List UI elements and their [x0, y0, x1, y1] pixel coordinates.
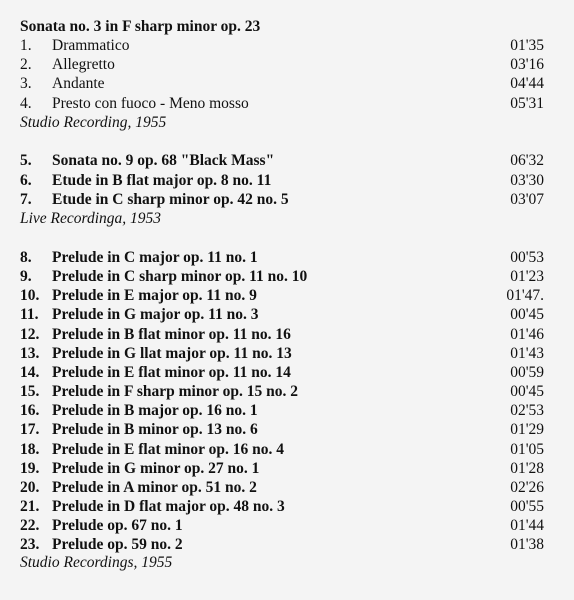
track-duration: 00'59	[510, 363, 544, 381]
track-title: Allegretto	[52, 56, 115, 73]
track-duration: 01'23	[510, 268, 544, 286]
track-number: 17.	[20, 421, 40, 439]
track-row-18	[20, 440, 544, 459]
track-row-2	[20, 55, 544, 74]
track-title: Prelude in A minor op. 51 no. 2	[52, 478, 257, 496]
track-duration: 01'29	[510, 421, 544, 439]
track-row-7	[20, 190, 544, 209]
track-row-1	[20, 36, 544, 55]
track-row-6	[20, 171, 544, 190]
track-number: 4.	[20, 95, 32, 112]
track-duration: 00'45	[510, 383, 544, 400]
track-number: 9.	[20, 268, 32, 286]
track-number: 23.	[20, 536, 40, 554]
track-duration: 01'28	[510, 459, 544, 477]
track-row-21	[20, 497, 544, 516]
track-duration: 00'45	[510, 306, 544, 324]
track-title: Prelude op. 59 no. 2	[52, 536, 183, 554]
track-row-15	[20, 382, 544, 401]
track-title: Drammatico	[52, 37, 130, 54]
track-duration: 01'46	[510, 325, 544, 343]
track-row-9	[20, 267, 544, 286]
track-duration: 01'35	[510, 37, 544, 54]
track-duration: 03'07	[510, 191, 544, 208]
track-number: 6.	[20, 172, 32, 189]
track-row-14	[20, 363, 544, 382]
track-duration: 01'05	[510, 440, 544, 458]
track-number: 20.	[20, 478, 40, 496]
track-row-23	[20, 535, 544, 554]
track-number: 8.	[20, 249, 32, 266]
track-duration: 01'44	[510, 517, 544, 535]
track-title: Prelude in G llat major op. 11 no. 13	[52, 344, 292, 362]
track-title: Sonata no. 9 op. 68 "Black Mass"	[52, 152, 275, 169]
track-number: 21.	[20, 497, 40, 515]
track-duration: 03'30	[510, 172, 544, 189]
track-number: 18.	[20, 440, 40, 458]
track-title: Etude in B flat major op. 8 no. 11	[52, 172, 272, 189]
track-duration: 02'53	[510, 402, 544, 420]
track-number: 1.	[20, 37, 32, 54]
track-row-20	[20, 478, 544, 497]
track-number: 3.	[20, 75, 32, 92]
track-duration: 01'47.	[506, 287, 544, 305]
track-row-11	[20, 305, 544, 324]
track-number: 2.	[20, 56, 32, 73]
track-title: Prelude in F sharp minor op. 15 no. 2	[52, 383, 299, 400]
track-title: Prelude in G minor op. 27 no. 1	[52, 459, 260, 477]
track-number: 14.	[20, 363, 40, 381]
track-number: 12.	[20, 325, 40, 343]
track-duration: 03'16	[510, 56, 544, 73]
track-title: Prelude in B minor op. 13 no. 6	[52, 421, 258, 439]
track-number: 5.	[20, 152, 32, 169]
track-title: Prelude in G major op. 11 no. 3	[52, 306, 259, 324]
track-number: 22.	[20, 517, 40, 535]
section-3-caption: Studio Recordings, 1955	[20, 554, 173, 571]
track-duration: 02'26	[510, 478, 544, 496]
track-number: 11.	[20, 306, 39, 324]
track-row-8	[20, 248, 544, 267]
track-title: Prelude in E flat minor op. 11 no. 14	[52, 363, 291, 381]
track-title: Prelude in B flat minor op. 11 no. 16	[52, 325, 291, 343]
track-duration: 01'43	[510, 344, 544, 362]
track-title: Andante	[52, 75, 105, 92]
track-title: Presto con fuoco - Meno mosso	[52, 95, 249, 112]
track-title: Prelude in C sharp minor op. 11 no. 10	[52, 268, 308, 286]
track-number: 15.	[20, 383, 40, 400]
track-title: Prelude in C major op. 11 no. 1	[52, 249, 258, 266]
track-duration: 01'38	[510, 536, 544, 554]
track-number: 7.	[20, 191, 32, 208]
section-1-heading: Sonata no. 3 in F sharp minor op. 23	[20, 18, 261, 35]
track-row-3	[20, 74, 544, 93]
section-2-caption: Live Recordinga, 1953	[20, 210, 162, 227]
track-row-22	[20, 516, 544, 535]
track-row-16	[20, 401, 544, 420]
track-title: Etude in C sharp minor op. 42 no. 5	[52, 191, 289, 208]
track-title: Prelude in B major op. 16 no. 1	[52, 402, 258, 420]
track-title: Prelude in D flat major op. 48 no. 3	[52, 497, 285, 515]
track-row-4	[20, 94, 544, 113]
track-title: Prelude in E flat minor op. 16 no. 4	[52, 440, 284, 458]
track-title: Prelude in E major op. 11 no. 9	[52, 287, 257, 305]
track-number: 19.	[20, 459, 40, 477]
track-duration: 04'44	[510, 75, 544, 92]
track-row-13	[20, 344, 544, 363]
track-row-19	[20, 459, 544, 478]
track-row-17	[20, 420, 544, 439]
track-row-12	[20, 325, 544, 344]
track-duration: 05'31	[510, 95, 544, 112]
track-number: 13.	[20, 344, 40, 362]
track-duration: 06'32	[510, 152, 544, 169]
track-number: 16.	[20, 402, 40, 420]
track-duration: 00'55	[510, 497, 544, 515]
track-duration: 00'53	[510, 249, 544, 266]
section-1-caption: Studio Recording, 1955	[20, 114, 167, 131]
track-row-5	[20, 151, 544, 170]
track-row-10	[20, 286, 544, 305]
track-number: 10.	[20, 287, 40, 305]
track-title: Prelude op. 67 no. 1	[52, 517, 183, 535]
